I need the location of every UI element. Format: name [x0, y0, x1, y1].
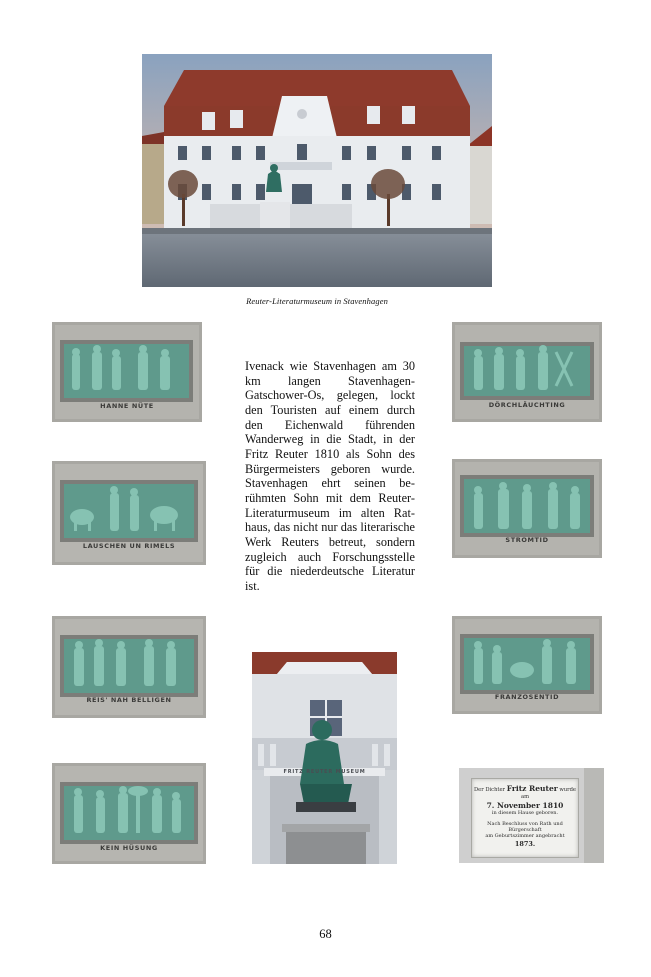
museum-building-photo: [142, 54, 492, 287]
relief-label: KEIN HÜSUNG: [100, 844, 158, 852]
relief-lauschen-un-rimels: [52, 461, 206, 565]
plaque-line1-suffix: wurde am: [520, 787, 576, 800]
relief-label: HANNE NÜTE: [100, 402, 154, 410]
statue-building-sign: FRITZ REUTER MUSEUM: [283, 769, 366, 775]
plaque-stone: [471, 778, 579, 858]
plaque-line4: Nach Beschluss von Rath und Bürgerschaft: [487, 821, 563, 833]
reuter-statue-photo: [252, 652, 397, 864]
relief-franzosentid: [452, 616, 602, 714]
relief-label: STROMTID: [505, 536, 549, 544]
plaque-year: 1873.: [514, 840, 536, 848]
relief-reis-nah-belligen: [52, 616, 206, 718]
relief-label: DÖRCHLÄUCHTING: [488, 401, 566, 409]
plaque-date: 7. November 1810: [486, 801, 564, 810]
relief-label: FRANZOSENTID: [494, 693, 560, 701]
plaque-line3: in diesem Hause geboren.: [491, 810, 559, 816]
photo-caption: Reuter-Literaturmuseum in Stavenhagen: [246, 296, 388, 306]
plaque-line1-prefix: Der Dichter: [473, 787, 506, 793]
relief-stromtid: [452, 459, 602, 558]
relief-label: REIS' NAH BELLIGEN: [86, 696, 172, 704]
relief-dorchlauchting: [452, 322, 602, 422]
relief-kein-husung: [52, 763, 206, 864]
body-paragraph: Ivenack wie Stavenhagen am 30 km langen Stavenhagen-Gatschower-Os, gelegen, lockt den Touristen auf einem durch den Eichenwald führenden Wanderweg in die Stadt, in der Fritz Reuter 1810 als Sohn des Bürgermeisters geboren wurde. Stavenhagen ehrt seinen berühmten Sohn mit dem Reuter-Literaturmuseum im alten Rathaus, das nicht nur das literarische Werk Reuters betreut, sondern zugleich auch Forschungsstelle für die niederdeutsche Literatur ist.: [245, 359, 415, 593]
relief-hanne-nute: [52, 322, 202, 422]
relief-label: LAUSCHEN UN RIMELS: [82, 542, 176, 550]
birth-house-plaque: [459, 768, 604, 863]
plaque-line5: am Geburtszimmer angebracht: [485, 833, 565, 839]
plaque-name: Fritz Reuter: [506, 784, 558, 793]
page-number: 68: [319, 927, 332, 941]
